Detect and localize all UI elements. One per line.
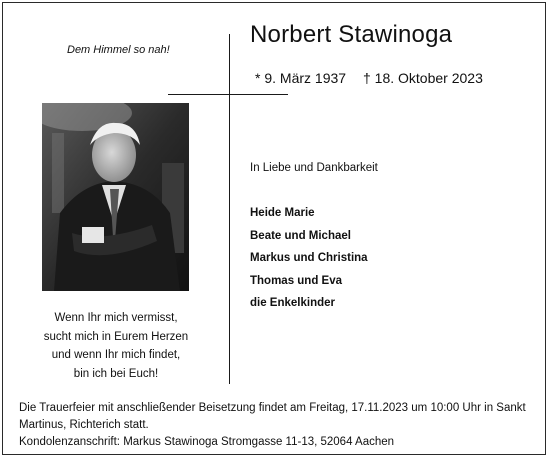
notice-line: Die Trauerfeier mit anschließender Beisetzung findet am Freitag, 17.11.2023 um 10:00 Uhr in Sankt: [19, 402, 526, 414]
funeral-notice: [19, 400, 537, 451]
poem-line: sucht mich in Eurem Herzen: [43, 330, 189, 343]
condolence-address: Kondolenzanschrift: Markus Stawinoga Stromgasse 11-13, 52064 Aachen: [19, 436, 395, 448]
death-date: † 18. Oktober 2023: [363, 70, 483, 86]
portrait-illustration: [42, 103, 189, 291]
deceased-name: Norbert Stawinoga: [250, 21, 453, 48]
birth-date: * 9. März 1937: [255, 70, 347, 86]
mourner-name: Beate und Michael: [250, 229, 351, 242]
mourner-name: Heide Marie: [250, 207, 315, 219]
poem-line: bin ich bei Euch!: [73, 367, 159, 380]
mourner-list: [250, 202, 368, 315]
mourner-name: Thomas und Eva: [250, 274, 343, 287]
cross-horizontal-line: [168, 94, 288, 95]
obituary-card: [2, 2, 546, 455]
poem-line: Wenn Ihr mich vermisst,: [54, 312, 178, 324]
mourner-name: Markus und Christina: [250, 252, 368, 264]
mourner-name: die Enkelkinder: [250, 297, 336, 309]
poem-line: und wenn Ihr mich findet,: [51, 349, 181, 362]
portrait-photo: [42, 103, 189, 291]
motto: Dem Himmel so nah!: [67, 44, 170, 56]
mourner-intro: In Liebe und Dankbarkeit: [250, 162, 378, 174]
poem: [31, 309, 201, 383]
cross-vertical-line: [229, 34, 230, 384]
notice-line: Martinus, Richterich statt.: [19, 419, 149, 431]
